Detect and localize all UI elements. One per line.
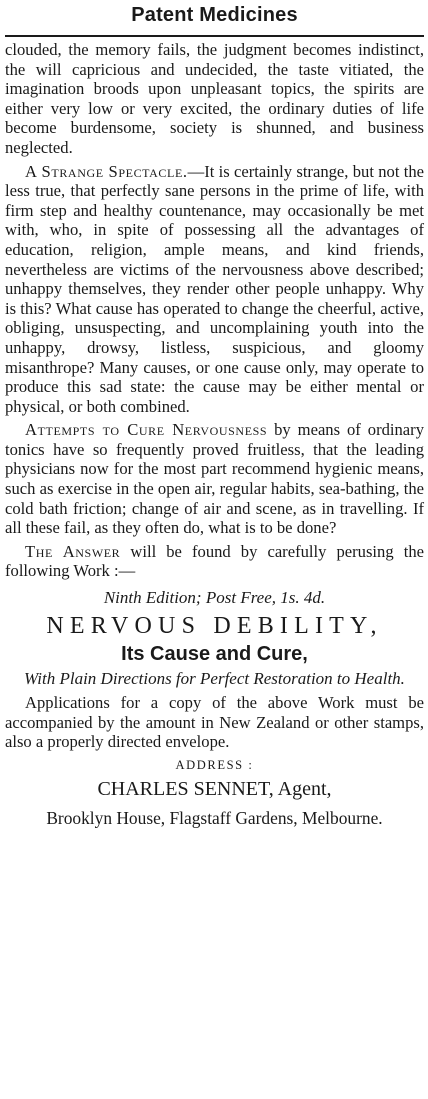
book-directions: With Plain Directions for Perfect Restoration to Health. [24, 669, 405, 689]
section-heading-attempts-to-cure: Attempts to Cure Nervousness [25, 420, 268, 440]
agent-name: CHARLES SENNET, Agent, [97, 777, 332, 800]
paragraph-the-answer [5, 542, 424, 581]
paragraph-body-strange-spectacle: —It is certainly strange, but not the less true, that perfectly sane persons in the prime of life, with firm step and healthy countenance, may occasionally be met with, who, in spite of possessing all the advantages of education, religion, ample means, and kind friends, nevertheless are victims of the nervousness above described; unhappy themselves, they render other people unhappy. Why is this? What cause has operated to change the cheerful, active, obliging, unsuspecting, and uncomplaining youth into the unhappy, drowsy, listless, suspicious, and gloomy misanthrope? Many causes, or one cause only, may operate to produce this sad state: the cause may be either mental or physical, or both combined. [5, 161, 425, 416]
book-title: NERVOUS DEBILITY, [46, 613, 383, 640]
header-rule [5, 35, 424, 37]
page-header: Patent Medicines [131, 4, 298, 26]
address-label: ADDRESS : [175, 757, 254, 772]
paragraph-continued: clouded, the memory fails, the judgment becomes indistinct, the will capricious and undecided, the taste vitiated, the imagination broods upon unpleasant topics, the spirits are either very low or very excited, the ordinary duties of life become burdensome, society is shunned, and business neglected. [5, 40, 424, 157]
applications-paragraph: Applications for a copy of the above Work must be accompanied by the amount in New Zealand or other stamps, also a properly directed envelope. [5, 693, 424, 752]
agent-address: Brooklyn House, Flagstaff Gardens, Melbourne. [46, 807, 383, 828]
paragraph-body-attempts-to-cure: by means of ordinary tonics have so frequently proved fruitless, that the leading physicians now for the most part recommend hygienic means, such as exercise in the open air, regular habits, sea-bathing, the cold bath friction; change of air and scene, as in travelling. If all these fail, as they often do, what is to be done? [5, 420, 424, 538]
paragraph-strange-spectacle [5, 162, 424, 417]
section-heading-strange-spectacle: A Strange Spectacle. [25, 161, 188, 181]
edition-line: Ninth Edition; Post Free, 1s. 4d. [103, 588, 326, 608]
book-subtitle: Its Cause and Cure, [121, 643, 308, 666]
section-heading-the-answer: The Answer [25, 541, 121, 561]
paragraph-body-the-answer: will be found by carefully perusing the following Work :— [5, 541, 424, 581]
paragraph-attempts-to-cure [5, 420, 424, 538]
